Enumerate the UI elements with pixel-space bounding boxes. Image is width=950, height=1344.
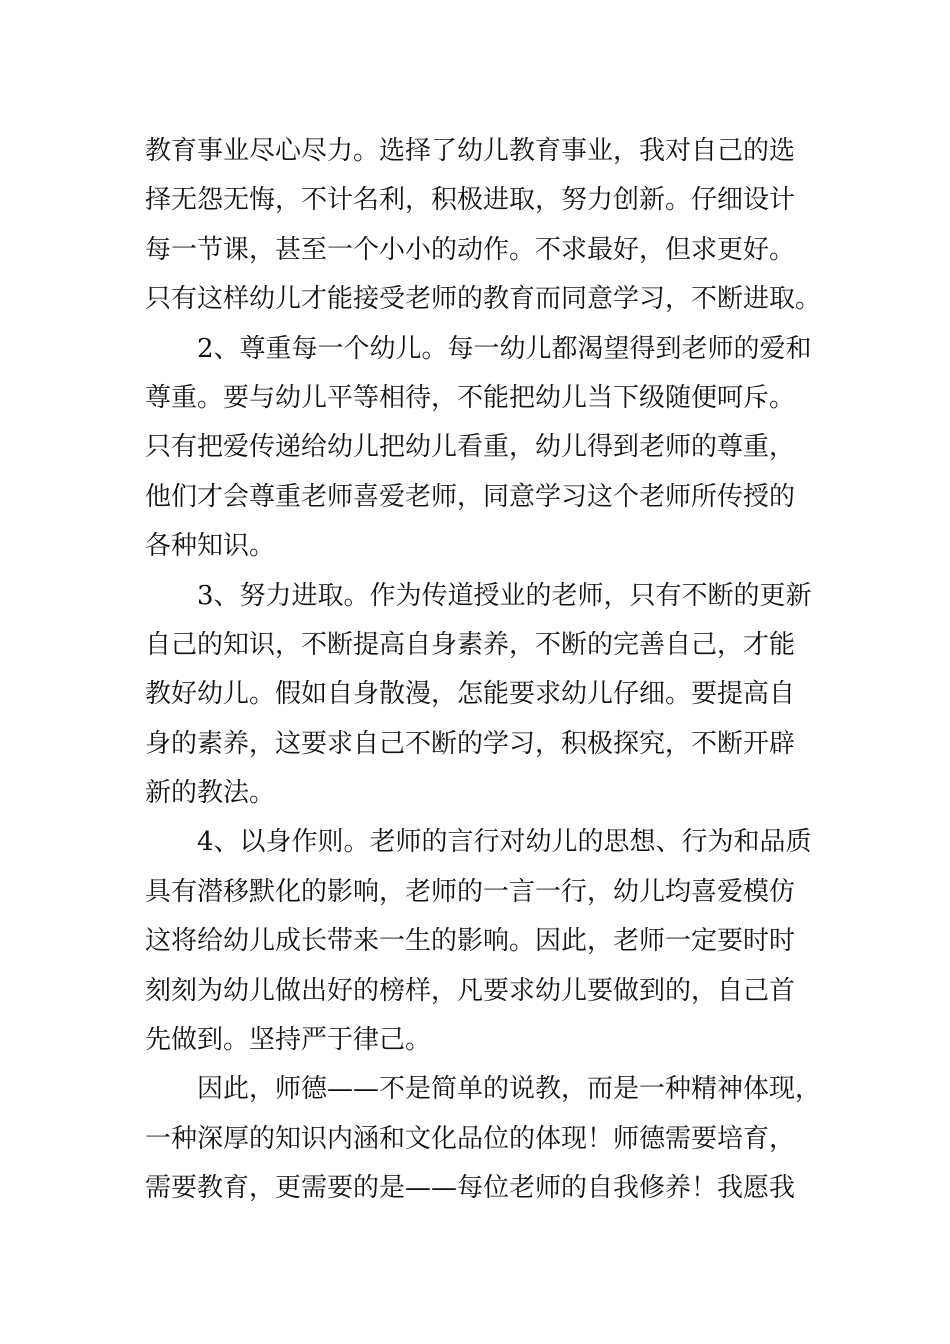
text-line: 一种深厚的知识内涵和文化品位的体现！师德需要培育， (145, 1123, 796, 1154)
text-line: 教育事业尽心尽力。选择了幼儿教育事业，我对自己的选 (145, 136, 796, 166)
text-line: 3、努力进取。作为传道授业的老师，只有不断的更新 (197, 580, 812, 611)
text-line: 刻刻为幼儿做出好的榜样，凡要求幼儿要做到的，自己首 (145, 975, 796, 1006)
text-line: 需要教育，更需要的是——每位老师的自我修养！我愿我 (145, 1173, 796, 1204)
text-line: 只有这样幼儿才能接受老师的教育而同意学习，不断进取。 (145, 284, 822, 315)
text-line: 教好幼儿。假如自身散漫，怎能要求幼儿仔细。要提高自 (145, 679, 796, 710)
text-line: 具有潜移默化的影响，老师的一言一行，幼儿均喜爱模仿 (145, 876, 796, 907)
text-line: 只有把爱传递给幼儿把幼儿看重，幼儿得到老师的尊重， (145, 432, 796, 463)
text-line: 尊重。要与幼儿平等相待，不能把幼儿当下级随便呵斥。 (145, 382, 796, 413)
document-body (145, 127, 822, 1214)
text-line: 择无怨无悔，不计名利，积极进取，努力创新。仔细设计 (145, 185, 796, 216)
text-line: 每一节课，甚至一个小小的动作。不求最好，但求更好。 (145, 234, 796, 265)
text-line: 身的素养，这要求自己不断的学习，积极探究，不断开辟 (145, 728, 796, 759)
text-line: 自己的知识，不断提高自身素养，不断的完善自己，才能 (145, 629, 796, 660)
text-line: 4、以身作则。老师的言行对幼儿的思想、行为和品质 (197, 827, 812, 858)
text-line: 他们才会尊重老师喜爱老师，同意学习这个老师所传授的 (145, 481, 796, 512)
text-line: 因此，师德——不是简单的说教，而是一种精神体现， (197, 1074, 822, 1105)
text-line: 2、尊重每一个幼儿。每一幼儿都渴望得到老师的爱和 (197, 333, 812, 364)
text-line: 先做到。坚持严于律己。 (145, 1025, 432, 1056)
text-line: 这将给幼儿成长带来一生的影响。因此，老师一定要时时 (145, 926, 796, 957)
text-line: 新的教法。 (145, 778, 276, 809)
text-line: 各种知识。 (145, 531, 276, 562)
